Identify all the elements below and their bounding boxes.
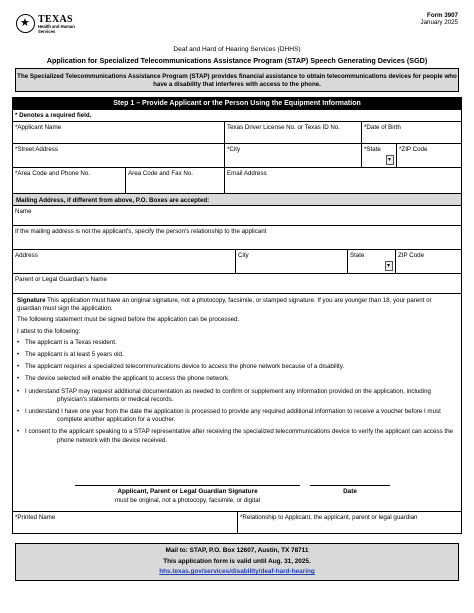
hhs-logo — [16, 12, 78, 40]
mailing-name-field[interactable] — [13, 206, 461, 225]
signature-intro-text: This application must have an original signature, not a photocopy, facsimile, or stamped signature. If you are younger than 18, your parent or guardian must sign the application. — [17, 297, 432, 313]
mailing-city-field[interactable] — [235, 250, 347, 273]
required-note: * Denotes a required field. — [15, 112, 92, 119]
street-field[interactable] — [13, 144, 224, 167]
state-field[interactable] — [361, 144, 396, 167]
attest-item: • The applicant requires a specialized telecommunications device to access the phone network because of a disability. — [17, 363, 457, 371]
signature-heading: Signature — [17, 297, 46, 304]
mailing-address-field[interactable] — [13, 250, 235, 273]
fax-field[interactable] — [125, 168, 224, 193]
mailing-name-label: Name — [15, 208, 32, 215]
mailing-address-label: Address — [15, 252, 38, 259]
attest-item: • The applicant is a Texas resident. — [17, 339, 457, 347]
mailing-relationship-row — [13, 226, 461, 250]
hhs-link[interactable]: hhs.texas.gov/services/disability/deaf-hard-hearing — [159, 568, 315, 575]
form-date: January 2025 — [420, 19, 458, 27]
applicant-name-label: *Applicant Name — [15, 124, 62, 131]
mailing-name-row — [13, 206, 461, 226]
mailing-address-row — [13, 250, 461, 274]
contact-row — [13, 168, 461, 194]
applicant-name-field[interactable] — [13, 122, 224, 143]
city-label: *City — [227, 146, 241, 153]
zip-label: *ZIP Code — [399, 146, 428, 153]
department: Deaf and Hard of Hearing Services (DHHS) — [173, 46, 301, 53]
signature-label: Applicant, Parent or Legal Guardian Signature — [117, 488, 258, 495]
signature-intro — [17, 297, 457, 313]
date-line[interactable] — [310, 485, 390, 486]
mail-to: Mail to: STAP, P.O. Box 12607, Austin, TX 78711 — [165, 547, 309, 554]
mailing-state-dropdown-icon[interactable] — [385, 261, 393, 271]
mailing-zip-label: ZIP Code — [398, 252, 425, 259]
guardian-field[interactable] — [13, 274, 461, 293]
signature-section — [13, 294, 461, 512]
step1-heading: Step 1 – Provide Applicant or the Person Using the Equipment Information — [13, 98, 461, 110]
mailing-relationship-label: If the mailing address is not the applicant's, specify the person's relationship to the applicant — [15, 228, 267, 235]
mailing-state-field[interactable] — [347, 250, 395, 273]
signature-text — [13, 294, 461, 452]
zip-field[interactable] — [396, 144, 461, 167]
printed-name-label: *Printed Name — [15, 514, 56, 521]
signature-line[interactable] — [75, 485, 300, 486]
phone-label: *Area Code and Phone No. — [15, 170, 90, 177]
state-dropdown-icon[interactable] — [386, 155, 394, 165]
phone-field[interactable] — [13, 168, 125, 193]
address-row — [13, 144, 461, 168]
relationship-field[interactable] — [237, 512, 461, 534]
attest-item: • The applicant is at least 5 years old. — [17, 351, 457, 359]
form-number: Form 3907 — [427, 12, 458, 19]
page-title: Application for Specialized Telecommunications Assistance Program (STAP) Speech Generating Devices (SGD) — [46, 56, 428, 65]
printed-name-field[interactable] — [13, 512, 237, 534]
dob-label: *Date of Birth — [364, 124, 401, 131]
fax-label: Area Code and Fax No. — [128, 170, 194, 177]
attest-item: • The device selected will enable the applicant to access the phone network. — [17, 375, 457, 383]
application-table — [12, 97, 462, 534]
dob-field[interactable] — [361, 122, 461, 143]
attest-item: • I understand I have one year from the date the application is processed to provide any required additional information to receive a voucher before I must complete another application for a voucher. — [17, 408, 457, 424]
city-field[interactable] — [224, 144, 361, 167]
license-label: Texas Driver License No. or Texas ID No. — [227, 124, 341, 131]
mailing-zip-field[interactable] — [395, 250, 461, 273]
state-label: *State — [364, 146, 381, 153]
attest-item: • I consent to the applicant speaking to a STAP representative after receiving the specialized telecommunications device to verify the applicant can access the phone network with the device received. — [17, 428, 457, 444]
logo-state: TEXAS — [38, 14, 73, 25]
texas-star-icon — [16, 14, 35, 33]
attest-list — [17, 339, 457, 445]
email-field[interactable] — [224, 168, 461, 193]
signature-note: must be original, not a photocopy, facsimile, or digital — [114, 497, 261, 504]
guardian-label: Parent or Legal Guardian's Name — [15, 276, 107, 283]
relationship-label: *Relationship to Applicant, the applicant, parent or legal guardian — [240, 514, 418, 521]
footer-box — [15, 543, 459, 581]
attest-label: I attest to the following: — [17, 327, 81, 335]
intro-box: The Specialized Telecommunications Assistance Program (STAP) provides financial assistance to obtain telecommunications devices for people who have a disability that interferes with access to the phone. — [15, 68, 459, 92]
printed-name-row — [13, 512, 461, 534]
valid-until: This application form is valid until Aug. 31, 2025. — [163, 557, 311, 565]
logo-agency: Health and Human Services — [38, 24, 75, 34]
street-label: *Street Address — [15, 146, 58, 153]
date-label: Date — [343, 488, 357, 495]
attest-item: • I understand STAP may request additional documentation as needed to confirm or supplement any information provided on the application, including physician's statements or medical records. — [17, 388, 457, 404]
form-number-block — [421, 12, 459, 27]
name-row — [13, 122, 461, 144]
mailing-relationship-field[interactable] — [13, 226, 461, 249]
license-field[interactable] — [224, 122, 361, 143]
email-label: Email Address — [227, 170, 267, 177]
mailing-heading: Mailing Address, if different from above, P.O. Boxes are accepted: — [13, 194, 461, 206]
signature-statement: The following statement must be signed before the application can be processed. — [17, 316, 240, 324]
mailing-state-label: State — [350, 252, 365, 259]
mailing-city-label: City — [238, 252, 249, 259]
required-note-row — [13, 110, 461, 122]
guardian-row — [13, 274, 461, 294]
